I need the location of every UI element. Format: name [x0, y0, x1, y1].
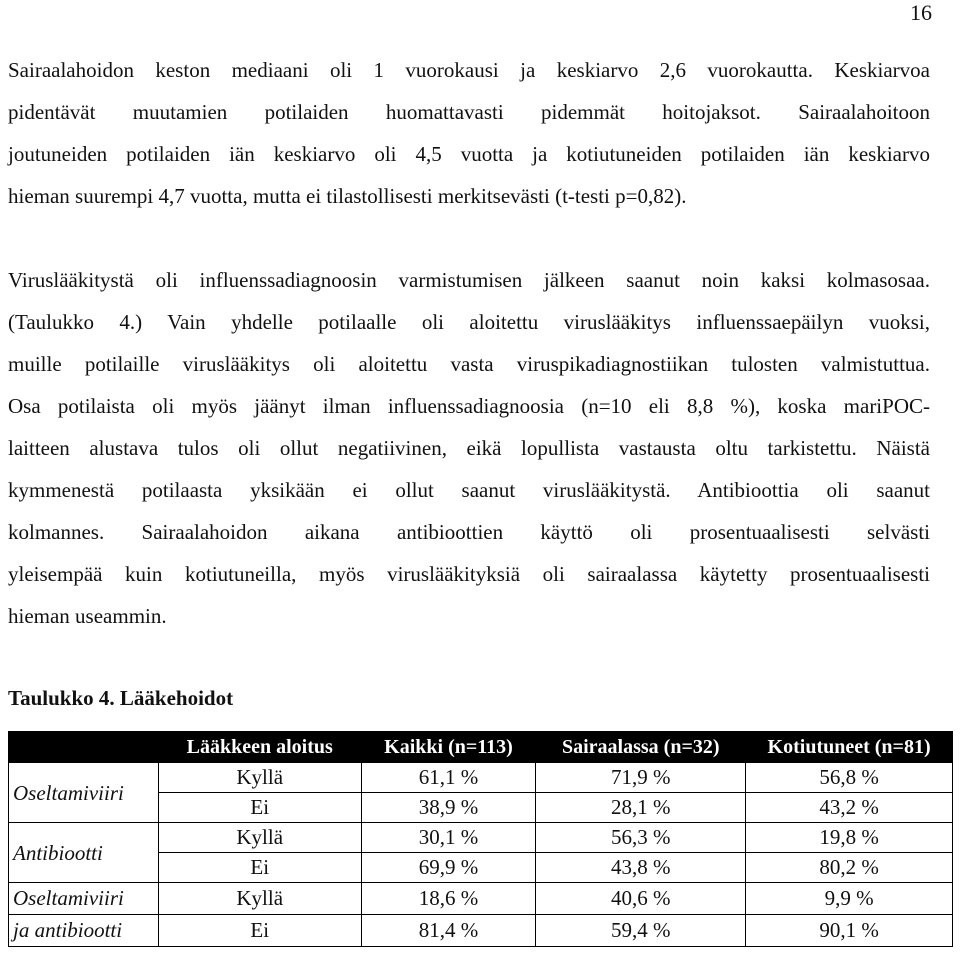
paragraph-line: kymmenestä potilaasta yksikään ei ollut saanut viruslääkitystä. Antibioottia oli saanut — [8, 478, 930, 502]
paragraph-line: (Taulukko 4.) Vain yhdelle potilaalle oli aloitettu viruslääkitys influenssaepäilyn vuoksi, — [8, 310, 930, 334]
cell: 43,8 % — [536, 853, 746, 883]
cell: 80,2 % — [746, 853, 953, 883]
paragraph-line: Sairaalahoidon keston mediaani oli 1 vuorokausi ja keskiarvo 2,6 vuorokautta. Keskiarvoa — [8, 58, 930, 82]
cell: 56,3 % — [536, 823, 746, 853]
cell: Kyllä — [158, 823, 361, 853]
cell: 30,1 % — [361, 823, 536, 853]
medication-table — [8, 731, 953, 947]
paragraph-hospital-stay — [8, 49, 930, 217]
cell: Ei — [158, 915, 361, 947]
header-all: Kaikki (n=113) — [361, 732, 536, 763]
cell: Kyllä — [158, 883, 361, 915]
cell: 81,4 % — [361, 915, 536, 947]
header-start: Lääkkeen aloitus — [158, 732, 361, 763]
table-row — [9, 915, 953, 947]
paragraph-line: muille potilaille viruslääkitys oli aloitettu vasta viruspikadiagnostiikan tulosten valmistuttua. — [8, 352, 930, 376]
page-number: 16 — [910, 0, 932, 25]
cell: 56,8 % — [746, 763, 953, 793]
cell: 90,1 % — [746, 915, 953, 947]
cell: Ei — [158, 793, 361, 823]
cell: Kyllä — [158, 763, 361, 793]
table-header-row — [9, 732, 953, 763]
paragraph-line: laitteen alustava tulos oli ollut negatiivinen, eikä lopullista vastausta oltu tarkistettu. Näistä — [8, 436, 930, 460]
cell: 40,6 % — [536, 883, 746, 915]
table-row — [9, 883, 953, 915]
group-label-combo-line2: ja antibiootti — [9, 915, 159, 947]
cell: 28,1 % — [536, 793, 746, 823]
paragraph-line: Viruslääkitystä oli influenssadiagnoosin varmistumisen jälkeen saanut noin kaksi kolmasosaa. — [8, 268, 930, 292]
paragraph-line: pidentävät muutamien potilaiden huomattavasti pidemmät hoitojaksot. Sairaalahoitoon — [8, 100, 930, 124]
group-label-antibiotic: Antibiootti — [9, 823, 159, 883]
cell: 43,2 % — [746, 793, 953, 823]
cell: 69,9 % — [361, 853, 536, 883]
table-caption: Taulukko 4. Lääkehoidot — [8, 686, 234, 710]
cell: 9,9 % — [746, 883, 953, 915]
paragraph-line: hieman suurempi 4,7 vuotta, mutta ei tilastollisesti merkitsevästi (t-testi p=0,82). — [8, 184, 687, 208]
paragraph-line: kolmannes. Sairaalahoidon aikana antibioottien käyttö oli prosentuaalisesti selvästi — [8, 520, 930, 544]
cell: Ei — [158, 853, 361, 883]
header-discharged: Kotiutuneet (n=81) — [746, 732, 953, 763]
cell: 19,8 % — [746, 823, 953, 853]
cell: 18,6 % — [361, 883, 536, 915]
paragraph-line: joutuneiden potilaiden iän keskiarvo oli 4,5 vuotta ja kotiutuneiden potilaiden iän keskiarvo — [8, 142, 930, 166]
cell: 71,9 % — [536, 763, 746, 793]
table-row — [9, 763, 953, 793]
paragraph-line: yleisempää kuin kotiutuneilla, myös viruslääkityksiä oli sairaalassa käytetty prosentuaalisesti — [8, 562, 930, 586]
table-row — [9, 823, 953, 853]
group-label-combo-line1: Oseltamiviiri — [9, 883, 159, 915]
paragraph-medication — [8, 259, 930, 637]
header-hospital: Sairaalassa (n=32) — [536, 732, 746, 763]
group-label-oseltamivir: Oseltamiviiri — [9, 763, 159, 823]
header-blank — [9, 732, 159, 763]
cell: 59,4 % — [536, 915, 746, 947]
paragraph-line: hieman useammin. — [8, 604, 167, 628]
paragraph-line: Osa potilaista oli myös jäänyt ilman influenssadiagnoosia (n=10 eli 8,8 %), koska mariPOC- — [8, 394, 930, 418]
cell: 61,1 % — [361, 763, 536, 793]
cell: 38,9 % — [361, 793, 536, 823]
